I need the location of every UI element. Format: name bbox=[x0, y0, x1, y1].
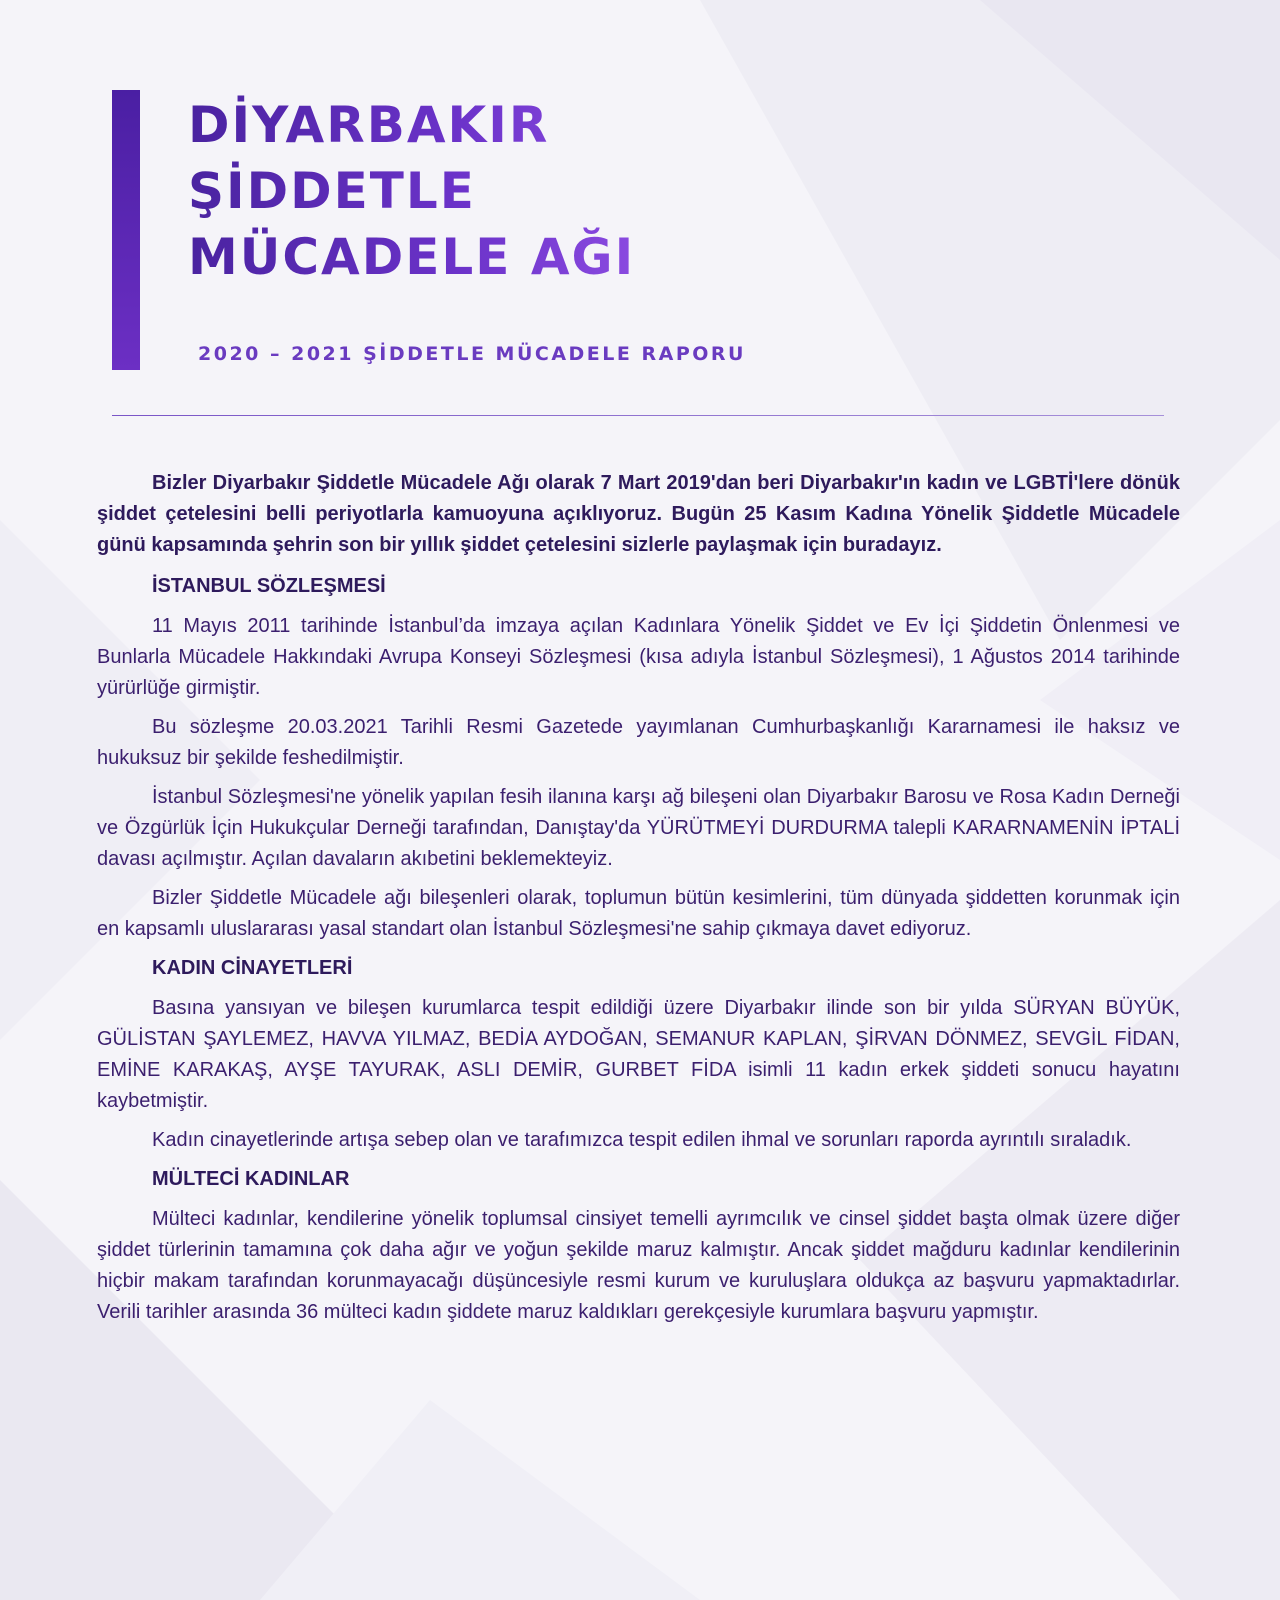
title-line: DİYARBAKIR bbox=[188, 92, 635, 158]
body-paragraph: Kadın cinayetlerinde artışa sebep olan ve tarafımızca tespit edilen ihmal ve sorunları raporda ayrıntılı sıraladık. bbox=[152, 1129, 1132, 1151]
body-paragraph: 11 Mayıs 2011 tarihinde İstanbul’da imzaya açılan Kadınlara Yönelik Şiddet ve Ev İçi Şiddetin Önlenmesi ve Bunlarla Mücadele Hakkındaki Avrupa Konseyi Sözleşmesi (kısa adıyla İstanbul Sözleşmesi), 1 Ağustos 2014 tarihinde yürürlüğe girmiştir. bbox=[97, 615, 1180, 699]
document-title bbox=[188, 92, 635, 290]
body-paragraph: Bizler Şiddetle Mücadele ağı bileşenleri olarak, toplumun bütün kesimlerini, tüm dünyada şiddetten korunmak için en kapsamlı uluslararası yasal standart olan İstanbul Sözleşmesi'ne sahip çıkmaya davet ediyoruz. bbox=[97, 887, 1180, 940]
title-accent-bar bbox=[112, 90, 140, 370]
section-heading: KADIN CİNAYETLERİ bbox=[152, 957, 353, 979]
section-heading: İSTANBUL SÖZLEŞMESİ bbox=[152, 575, 386, 597]
title-line: MÜCADELE AĞI bbox=[188, 224, 635, 290]
section-heading: MÜLTECİ KADINLAR bbox=[152, 1168, 350, 1190]
report-subtitle: 2020 – 2021 ŞİDDETLE MÜCADELE RAPORU bbox=[198, 343, 746, 365]
body-paragraph: İstanbul Sözleşmesi'ne yönelik yapılan fesih ilanına karşı ağ bileşeni olan Diyarbakır Barosu ve Rosa Kadın Derneği ve Özgürlük İçin Hukukçular Derneği tarafından, Danıştay'da YÜRÜTMEYİ DURDURMA talepli KARARNAMENİN İPTALİ davası açılmıştır. Açılan davaların akıbetini beklemekteyiz. bbox=[97, 786, 1180, 870]
report-body bbox=[97, 468, 1180, 1336]
body-paragraph: Mülteci kadınlar, kendilerine yönelik toplumsal cinsiyet temelli ayrımcılık ve cinsel şiddet başta olmak üzere diğer şiddet türlerinin tamamına çok daha ağır ve yoğun şekilde maruz kalmıştır. Ancak şiddet mağduru kadınlar kendilerinin hiçbir makam tarafından korunmayacağı düşüncesiyle resmi kurum ve kuruluşlara oldukça az başvuru yapmaktadırlar. Verili tarihler arasında 36 mülteci kadın şiddete maruz kaldıkları gerekçesiyle kurumlara başvuru yapmıştır. bbox=[97, 1208, 1180, 1323]
intro-paragraph: Bizler Diyarbakır Şiddetle Mücadele Ağı olarak 7 Mart 2019'dan beri Diyarbakır'ın kadın ve LGBTİ'lere dönük şiddet çetelesini belli periyotlarla kamuoyuna açıklıyoruz. Bugün 25 Kasım Kadına Yönelik Şiddetle Mücadele günü kapsamında şehrin son bir yıllık şiddet çetelesini sizlerle paylaşmak için buradayız. bbox=[97, 472, 1180, 556]
body-paragraph: Basına yansıyan ve bileşen kurumlarca tespit edildiği üzere Diyarbakır ilinde son bir yılda SÜRYAN BÜYÜK, GÜLİSTAN ŞAYLEMEZ, HAVVA YILMAZ, BEDİA AYDOĞAN, SEMANUR KAPLAN, ŞİRVAN DÖNMEZ, SEVGİL FİDAN, EMİNE KARAKAŞ, AYŞE TAYURAK, ASLI DEMİR, GURBET FİDA isimli 11 kadın erkek şiddeti sonucu hayatını kaybetmiştir. bbox=[97, 997, 1180, 1112]
header-divider bbox=[112, 415, 1164, 416]
body-paragraph: Bu sözleşme 20.03.2021 Tarihli Resmi Gazetede yayımlanan Cumhurbaşkanlığı Kararnamesi ile haksız ve hukuksuz bir şekilde feshedilmiştir. bbox=[97, 716, 1180, 769]
title-line: ŞİDDETLE bbox=[188, 158, 635, 224]
